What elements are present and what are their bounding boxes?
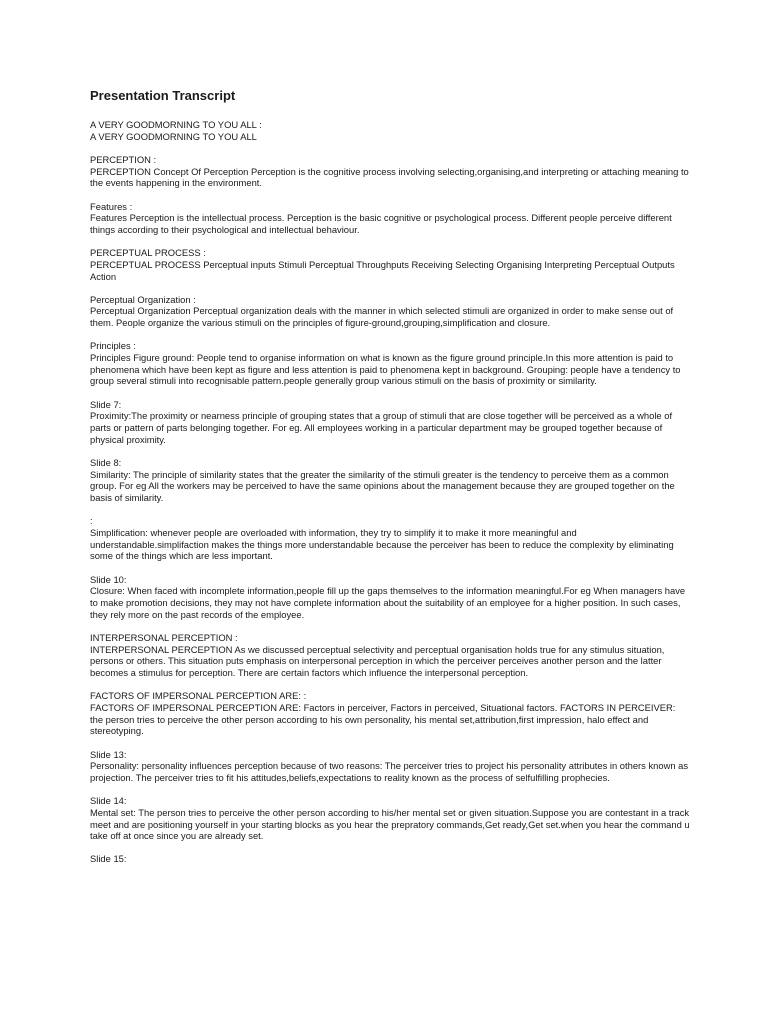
section-features: [90, 201, 690, 236]
section-slide-13: [90, 749, 690, 784]
section-heading: FACTORS OF IMPERSONAL PERCEPTION ARE: :: [90, 690, 307, 702]
section-body: Proximity:The proximity or nearness principle of grouping states that a group of stimuli that are close together will be perceived as a whole of parts or pattern of parts belonging together. For eg. All employees working in a particular department may be grouped together because of physical proximity.: [90, 410, 675, 445]
section-greeting: [90, 119, 690, 142]
section-body: FACTORS OF IMPERSONAL PERCEPTION ARE: Factors in perceiver, Factors in perceived, Situational factors. FACTORS IN PERCEIVER: the person tries to perceive the other person according to his own personality, his mental set,attribution,first impression, halo effect and stereotyping.: [90, 701, 679, 737]
section-body: A VERY GOODMORNING TO YOU ALL: [90, 130, 257, 142]
section-heading: Slide 8:: [90, 456, 122, 468]
section-slide-14: [90, 795, 693, 842]
section-slide-10: [90, 574, 690, 621]
section-body: Personality: personality influences perception because of two reasons: The perceiver tries to project his personality attributes in others known as projection. The perceiver tries to fit his attitudes,beliefs,expectations to reality known as the process of selfulfilling prophecies.: [90, 760, 691, 783]
section-body: Features Perception is the intellectual process. Perception is the basic cognitive or psychological process. Different people perceive different things according to their psychological and intellectual behaviour.: [90, 212, 675, 235]
section-heading: Features :: [90, 200, 133, 212]
section-body: Perceptual Organization Perceptual organization deals with the manner in which selected stimuli are organized in order to make sense out of them. People organize the various stimuli on the principles of figure-ground,grouping,simplification and closure.: [90, 305, 676, 329]
section-slide-7: [90, 399, 690, 446]
section-heading: Slide 14:: [90, 795, 127, 807]
page-title: Presentation Transcript: [90, 88, 236, 103]
section-body: Mental set: The person tries to perceive the other person according to his/her mental set or given situation.Suppose you are contestant in a track meet and are positioning yourself in your starting blocks as you hear the prepratory commands,Get ready,Get set.when you hear the command u take off at once since you are already set.: [90, 806, 693, 842]
section-interpersonal-perception: [90, 632, 690, 679]
section-slide-15: [90, 853, 690, 865]
section-body: Similarity: The principle of similarity states that the greater the similarity of the stimuli greater is the tendency to perceive them as a common group. For eg All the workers may be perceived to have the same opinions about the management because they are grouped together on the basis of similarity.: [90, 468, 678, 504]
section-slide-8: [90, 457, 690, 504]
section-body: PERCEPTUAL PROCESS Perceptual inputs Stimuli Perceptual Throughputs Receiving Selecting Organising Interpreting Perceptual Outputs Action: [90, 258, 677, 282]
section-body: INTERPERSONAL PERCEPTION As we discussed perceptual selectivity and perceptual organisation holds true for any stimulus situation, persons or others. This situation puts emphasis on interpersonal perception in which the perceiver perceives another person and the latter becomes a stimulus for perception. There are certain factors which influence the interpersonal perception.: [90, 643, 668, 679]
section-body: PERCEPTION Concept Of Perception Perception is the cognitive process involving selecting,organising,and interpreting or attaching meaning to the events happening in the environment.: [90, 165, 692, 189]
section-heading: Principles :: [90, 340, 136, 352]
section-body: Principles Figure ground: People tend to organise information on what is known as the figure ground principle.In this more attention is paid to phenomena which have been kept as figure and less attention is paid to phenomena kept in background. Grouping: people have a tendency to group several stimuli into recognisable pattern.people generally group various stimuli on the basis of proximity or similarity.: [90, 352, 684, 387]
section-heading: A VERY GOODMORNING TO YOU ALL :: [90, 119, 262, 130]
section-heading: PERCEPTION :: [90, 153, 157, 165]
section-principles: [90, 340, 690, 387]
section-body: Simplification: whenever people are overloaded with information, they try to simplify it to make it more meaningful and understandable.simplifaction makes the things more understandable because the perceiver has been to reduce the complexity by eliminating some of the things which are less important.: [90, 526, 677, 562]
section-heading: Slide 13:: [90, 748, 127, 760]
transcript-page: [90, 88, 693, 877]
section-perceptual-process: [90, 247, 690, 282]
section-perceptual-organization: [90, 294, 690, 329]
section-heading: Perceptual Organization :: [90, 293, 196, 305]
section-heading: Slide 7:: [90, 398, 122, 410]
section-heading: :: [90, 515, 93, 527]
section-simplification: [90, 515, 690, 562]
section-heading: INTERPERSONAL PERCEPTION :: [90, 631, 238, 643]
section-heading: Slide 15:: [90, 853, 127, 865]
section-body: Closure: When faced with incomplete information,people fill up the gaps themselves to the information meaningful.For eg When managers have to make promotion decisions, they may not have complete information about the suitability of an employee for a higher position. In such cases, they rely more on the past records of the employee.: [90, 585, 688, 620]
section-heading: Slide 10:: [90, 573, 127, 585]
section-factors: [90, 690, 690, 737]
section-perception: [90, 154, 690, 189]
section-heading: PERCEPTUAL PROCESS :: [90, 247, 206, 259]
